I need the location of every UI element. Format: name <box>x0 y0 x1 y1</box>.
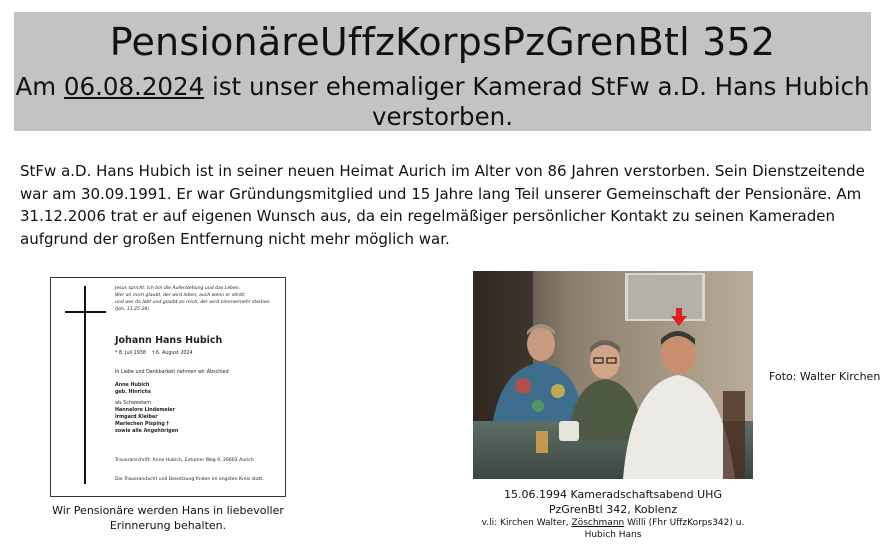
caption-date-event: 15.06.1994 Kameradschaftsabend UHG <box>504 488 722 501</box>
family-member: sowie alle Angehörigen <box>115 429 179 434</box>
deceased-name: Johann Hans Hubich <box>115 335 223 346</box>
family-list <box>115 382 275 435</box>
subtitle-prefix: Am <box>15 72 64 101</box>
family-member: Mariechen Pisping † <box>115 422 169 427</box>
verse-line: Jesus spricht: Ich bin die Auferstehung und das Leben. <box>115 286 241 291</box>
death-date: 06.08.2024 <box>63 72 205 101</box>
wall-picture-inner <box>628 275 702 319</box>
caption-names-end: Hubich Hans <box>584 530 642 540</box>
caption-names-suffix: Willi (Fhr UffzKorps342) u. <box>624 518 745 528</box>
photo-illustration <box>473 271 753 479</box>
shirt-pattern <box>532 400 544 412</box>
notice-verse <box>115 285 281 313</box>
group-photo <box>473 271 753 479</box>
shirt-pattern <box>551 384 565 398</box>
chair <box>723 391 745 479</box>
subtitle-line2: verstorben. <box>371 102 514 131</box>
farewell-intro: In Liebe und Dankbarkeit nehmen wir Abschied <box>115 370 229 375</box>
coffee-cup <box>559 421 579 441</box>
shirt-pattern <box>515 378 531 394</box>
verse-line: (Joh. 11,25-26) <box>115 307 150 312</box>
cross-icon-bar <box>65 311 106 313</box>
header-banner <box>14 12 871 131</box>
cross-icon <box>84 286 86 484</box>
photo-credit: Foto: Walter Kirchen <box>769 370 881 383</box>
caption-names-prefix: v.li: Kirchen Walter, <box>481 518 572 528</box>
page-subtitle <box>14 72 871 132</box>
person-left-head <box>527 327 555 361</box>
verse-line: Wer an mich glaubt, der wird leben, auch wenn er stirbt; <box>115 293 246 298</box>
obituary-paragraph: StFw a.D. Hans Hubich ist in seiner neuen Heimat Aurich im Alter von 86 Jahren verstorben. Sein Dienstzeitende war am 30.09.1991. Er war Gründungsmitglied und 15 Jahre lang Teil unserer Gemeinschaft der Pensionäre. Am 31.12.2006 trat er auf eigenen Wunsch aus, da ein regelmäßiger persönlicher Kontakt zu seinen Kameraden aufgrund der großen Entfernung nicht mehr möglich war. <box>20 162 865 248</box>
notice-caption: Wir Pensionäre werden Hans in liebevoller Erinnerung behalten. <box>52 504 284 532</box>
page-title: PensionäreUffzKorpsPzGrenBtl 352 <box>109 20 776 64</box>
death-notice-card <box>50 277 286 497</box>
beer-glass <box>536 431 548 453</box>
family-member: geb. Hinrichs <box>115 390 151 395</box>
verse-line: und wer da lebt und glaubt an mich, der wird nimmermehr sterben. <box>115 300 272 305</box>
family-member: als Schwestern <box>115 401 152 406</box>
family-member: Anne Hubich <box>115 383 150 388</box>
caption-unit: PzGrenBtl 342, Koblenz <box>548 503 678 516</box>
family-member: Hannelore Lindemeier <box>115 408 175 413</box>
photo-caption <box>473 487 753 541</box>
life-dates: * 8. Juli 1938 † 6. August 2024 <box>115 351 193 356</box>
subtitle-suffix: ist unser ehemaliger Kamerad StFw a.D. Hans Hubich <box>204 72 870 101</box>
service-note: Die Trauerandacht und Beisetzung finden im engsten Kreis statt. <box>115 477 264 482</box>
mourning-address: Traueranschrift: Anne Hubich, Extumer Weg 9, 26603 Aurich <box>115 458 254 463</box>
family-member: Irmgard Kleiber <box>115 415 158 420</box>
caption-names-underlined: Zöschmann <box>571 518 625 528</box>
caption-names <box>473 517 753 529</box>
